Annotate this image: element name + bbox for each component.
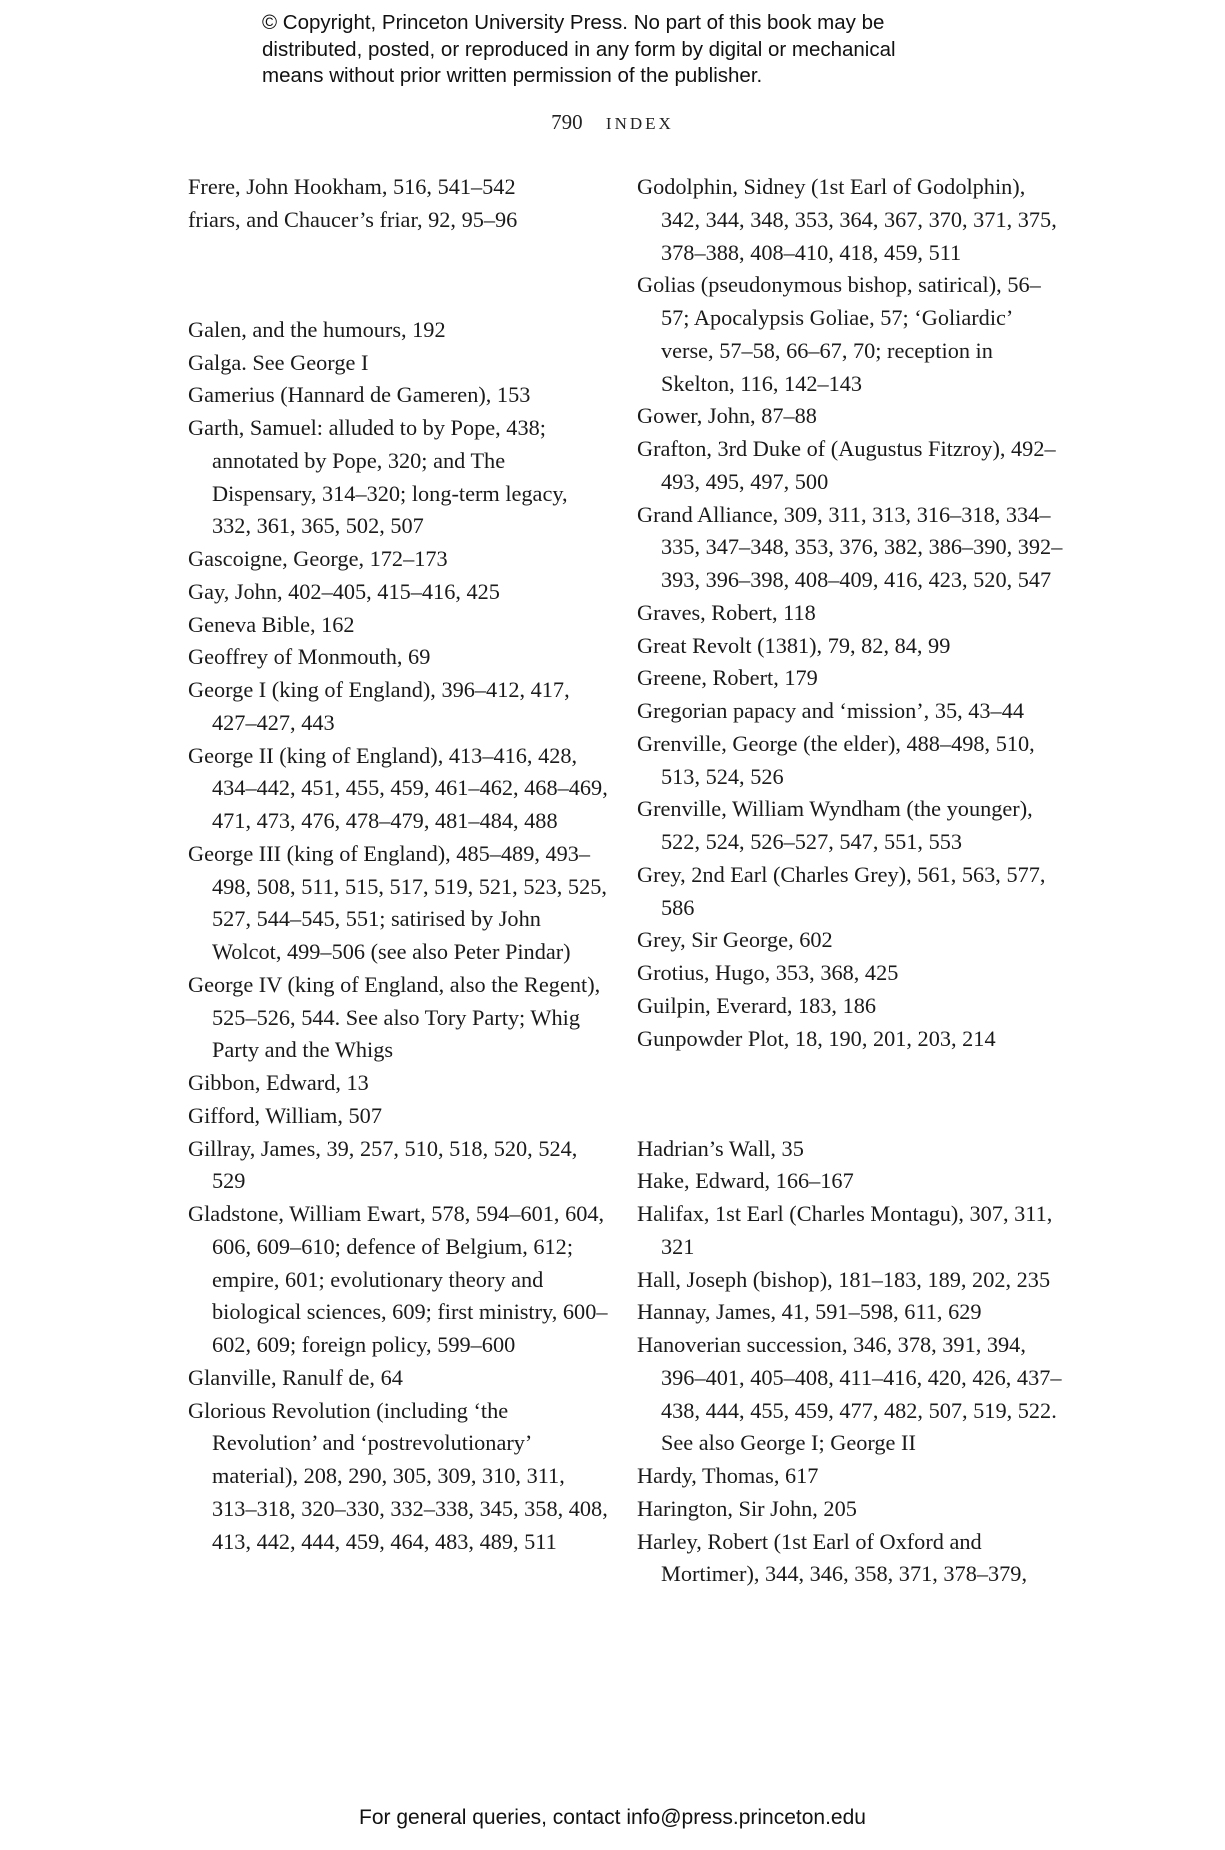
copyright-line: © Copyright, Princeton University Press. No part of this book may be — [262, 11, 885, 34]
index-entry: Hanoverian succession, 346, 378, 391, 394, 396–401, 405–408, 411–416, 420, 426, 437–438, 444, 455, 459, 477, 482, 507, 519, 522. See also George I; George II — [637, 1332, 1062, 1456]
index-entry: George II (king of England), 413–416, 428, 434–442, 451, 455, 459, 461–462, 468–469, 471, 473, 476, 478–479, 481–484, 488 — [188, 742, 608, 834]
index-entry: Grenville, George (the elder), 488–498, 510, 513, 524, 526 — [637, 730, 1035, 789]
index-entry: Glanville, Ranulf de, 64 — [188, 1364, 403, 1390]
index-entry: Gladstone, William Ewart, 578, 594–601, 604, 606, 609–610; defence of Belgium, 612; empire, 601; evolutionary theory and biological sciences, 609; first ministry, 600–602, 609; foreign policy, 599–600 — [188, 1201, 608, 1358]
page-number: 790 — [551, 110, 583, 134]
index-entry: friars, and Chaucer’s friar, 92, 95–96 — [188, 206, 518, 232]
index-entry: Grey, 2nd Earl (Charles Grey), 561, 563, 577, 586 — [637, 861, 1046, 920]
index-entry: Grey, Sir George, 602 — [637, 927, 833, 953]
index-entry: Grafton, 3rd Duke of (Augustus Fitzroy), 492–493, 495, 497, 500 — [637, 436, 1056, 494]
index-entry: Hannay, James, 41, 591–598, 611, 629 — [637, 1299, 982, 1325]
index-entry: Harington, Sir John, 205 — [637, 1495, 857, 1521]
index-entry: Harley, Robert (1st Earl of Oxford and Mortimer), 344, 346, 358, 371, 378–379, — [637, 1528, 1028, 1587]
index-entry: Gamerius (Hannard de Gameren), 153 — [188, 382, 531, 408]
index-column-left — [188, 171, 608, 1558]
index-entry: Great Revolt (1381), 79, 82, 84, 99 — [637, 632, 951, 658]
index-entry: Hardy, Thomas, 617 — [637, 1463, 819, 1489]
index-entry: Grenville, William Wyndham (the younger), 522, 524, 526–527, 547, 551, 553 — [637, 796, 1033, 854]
copyright-notice — [262, 10, 1022, 90]
index-column-right — [637, 171, 1067, 1591]
index-entry: Golias (pseudonymous bishop, satirical), 56–57; Apocalypsis Goliae, 57; ‘Goliardic’ verse, 57–58, 66–67, 70; reception in Skelton, 116, 142–143 — [637, 272, 1041, 396]
index-entry: Garth, Samuel: alluded to by Pope, 438; annotated by Pope, 320; and The Dispensary, 314–320; long-term legacy, 332, 361, 365, 502, 507 — [188, 415, 568, 539]
copyright-line: distributed, posted, or reproduced in any form by digital or mechanical — [262, 37, 896, 61]
index-entry: Hall, Joseph (bishop), 181–183, 189, 202, 235 — [637, 1266, 1051, 1292]
section-label: INDEX — [605, 114, 674, 133]
index-entry: Grotius, Hugo, 353, 368, 425 — [637, 960, 899, 985]
footer-contact: For general queries, contact info@press.princeton.edu — [359, 1806, 866, 1829]
index-entry: Hake, Edward, 166–167 — [637, 1168, 854, 1194]
index-entry: Gregorian papacy and ‘mission’, 35, 43–44 — [637, 698, 1025, 723]
index-entry: Godolphin, Sidney (1st Earl of Godolphin), 342, 344, 348, 353, 364, 367, 370, 371, 375, 378–388, 408–410, 418, 459, 511 — [637, 174, 1057, 265]
index-entry: Galen, and the humours, 192 — [188, 316, 446, 342]
index-entry: Gay, John, 402–405, 415–416, 425 — [188, 578, 500, 604]
index-entry: Geoffrey of Monmouth, 69 — [188, 644, 431, 670]
index-entry: Halifax, 1st Earl (Charles Montagu), 307, 311, 321 — [637, 1201, 1053, 1259]
letter-group-gap — [188, 259, 608, 292]
index-entry: Hadrian’s Wall, 35 — [637, 1135, 804, 1161]
running-head — [0, 110, 1225, 135]
index-entry: Gibbon, Edward, 13 — [188, 1070, 369, 1096]
index-entry: Gascoigne, George, 172–173 — [188, 546, 448, 572]
copyright-line: means without prior written permission of the publisher. — [262, 64, 763, 87]
letter-group-gap — [637, 1078, 1067, 1111]
index-entry: Gillray, James, 39, 257, 510, 518, 520, 524, 529 — [188, 1135, 578, 1194]
index-entry: Gifford, William, 507 — [188, 1102, 382, 1128]
index-entry: George III (king of England), 485–489, 493–498, 508, 511, 515, 517, 519, 521, 523, 525, 527, 544–545, 551; satirised by John Wolcot, 499–506 (see also Peter Pindar) — [188, 840, 607, 965]
index-entry: Galga. See George I — [188, 349, 369, 375]
index-entry: Graves, Robert, 118 — [637, 599, 816, 625]
index-entry: Geneva Bible, 162 — [188, 611, 355, 637]
index-entry: George I (king of England), 396–412, 417, 427–427, 443 — [188, 677, 570, 735]
index-entry: Glorious Revolution (including ‘the Revolution’ and ‘postrevolutionary’ material), 208, 290, 305, 309, 310, 311, 313–318, 320–330, 332–338, 345, 358, 408, 413, 442, 444, 459, 464, 483, 489, 511 — [188, 1397, 608, 1554]
index-entry: Frere, John Hookham, 516, 541–542 — [188, 174, 516, 199]
index-entry: Greene, Robert, 179 — [637, 665, 818, 691]
index-entry: Guilpin, Everard, 183, 186 — [637, 992, 877, 1018]
index-entry: Gower, John, 87–88 — [637, 403, 817, 429]
index-entry: George IV (king of England, also the Regent), 525–526, 544. See also Tory Party; Whig Party and the Whigs — [188, 971, 601, 1063]
index-entry: Gunpowder Plot, 18, 190, 201, 203, 214 — [637, 1025, 996, 1051]
index-entry: Grand Alliance, 309, 311, 313, 316–318, 334–335, 347–348, 353, 376, 382, 386–390, 392–393, 396–398, 408–409, 416, 423, 520, 547 — [637, 501, 1063, 592]
